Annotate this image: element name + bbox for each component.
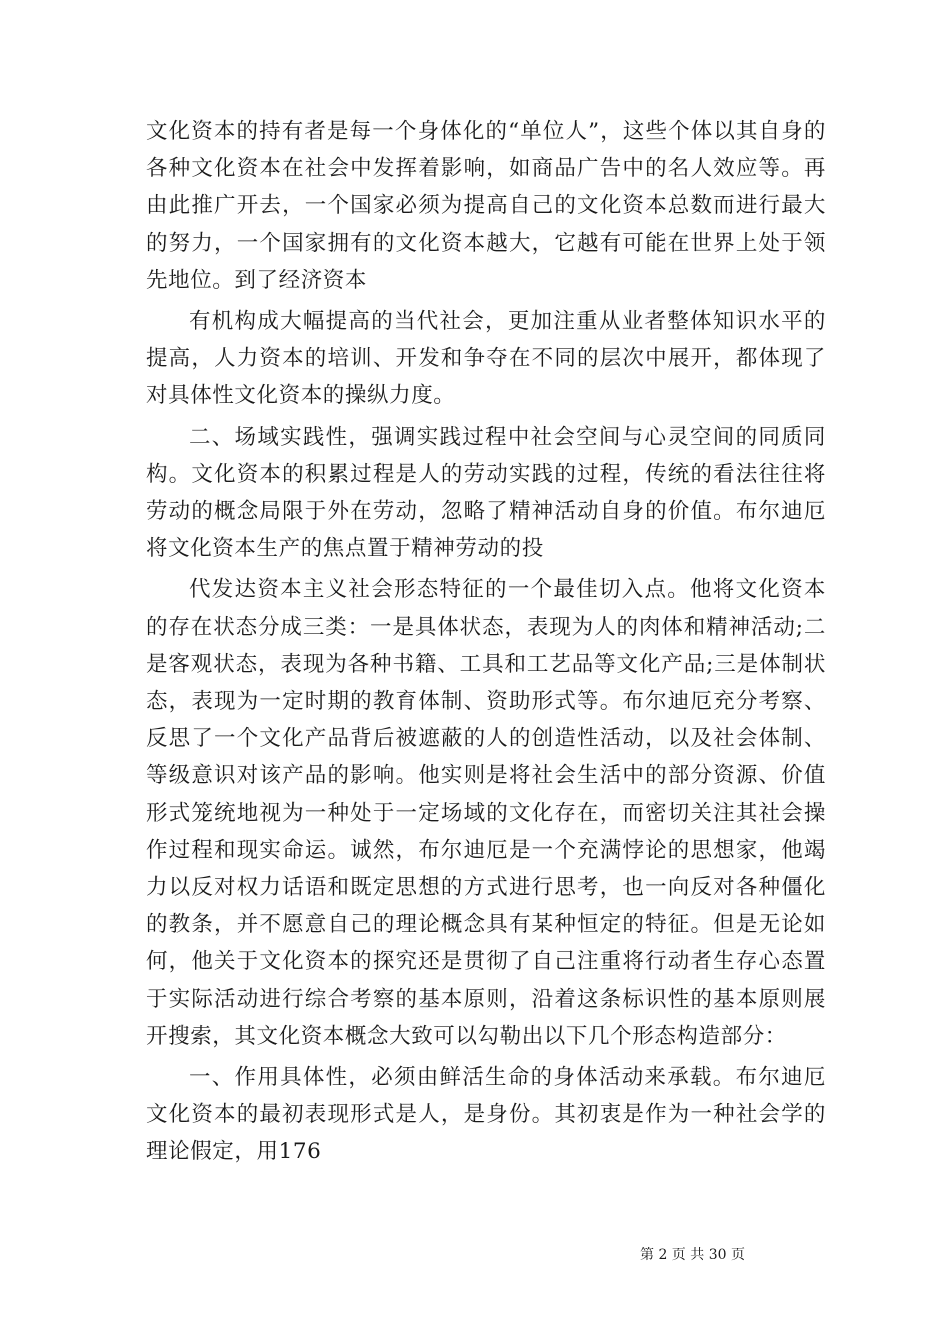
document-body	[146, 113, 826, 1175]
page-number-footer: 第 2 页 共 30 页	[640, 1247, 745, 1263]
paragraph-2: 有机构成大幅提高的当代社会，更加注重从业者整体知识水平的提高，人力资本的培训、开发和争夺在不同的层次中展开，都体现了对具体性文化资本的操纵力度。	[146, 309, 826, 409]
paragraph-5: 一、作用具体性，必须由鲜活生命的身体活动来承载。布尔迪厄文化资本的最初表现形式是人，是身份。其初衷是作为一种社会学的理论假定，用176	[146, 1065, 826, 1165]
paragraph-4: 代发达资本主义社会形态特征的一个最佳切入点。他将文化资本的存在状态分成三类：一是具体状态，表现为人的肉体和精神活动;二是客观状态，表现为各种书籍、工具和工艺品等文化产品;三是体制状态，表现为一定时期的教育体制、资助形式等。布尔迪厄充分考察、反思了一个文化产品背后被遮蔽的人的创造性活动，以及社会体制、等级意识对该产品的影响。他实则是将社会生活中的部分资源、价值形式笼统地视为一种处于一定场域的文化存在，而密切关注其社会操作过程和现实命运。诚然，布尔迪厄是一个充满悖论的思想家，他竭力以反对权力话语和既定思想的方式进行思考，也一向反对各种僵化的教条，并不愿意自己的理论概念具有某种恒定的特征。但是无论如何，他关于文化资本的探究还是贯彻了自己注重将行动者生存心态置于实际活动进行综合考察的基本原则，沿着这条标识性的基本原则展开搜索，其文化资本概念大致可以勾勒出以下几个形态构造部分：	[146, 577, 826, 1049]
paragraph-3: 二、场域实践性，强调实践过程中社会空间与心灵空间的同质同构。文化资本的积累过程是人的劳动实践的过程，传统的看法往往将劳动的概念局限于外在劳动，忽略了精神活动自身的价值。布尔迪厄将文化资本生产的焦点置于精神劳动的投	[146, 424, 826, 562]
paragraph-1: 文化资本的持有者是每一个身体化的“单位人”，这些个体以其自身的各种文化资本在社会中发挥着影响，如商品广告中的名人效应等。再由此推广开去，一个国家必须为提高自己的文化资本总数而进行最大的努力，一个国家拥有的文化资本越大，它越有可能在世界上处于领先地位。到了经济资本	[146, 119, 826, 293]
